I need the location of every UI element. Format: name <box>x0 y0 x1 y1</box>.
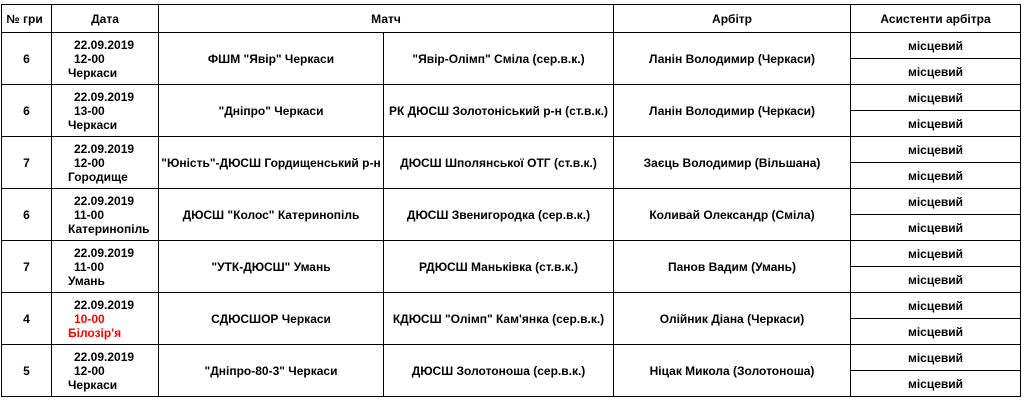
referee-cell: Ніцак Микола (Золотоноша) <box>614 345 851 397</box>
game-no-cell: 7 <box>2 241 52 293</box>
match-place: Умань <box>68 273 105 288</box>
game-no-cell: 5 <box>2 345 52 397</box>
home-team-cell: ДЮСШ "Колос" Катеринопіль <box>159 189 384 241</box>
assistant-2-cell: місцевий <box>851 111 1021 137</box>
match-time: 11-00 <box>74 207 105 222</box>
match-row <box>2 33 1021 59</box>
match-place: Черкаси <box>68 117 118 132</box>
match-row <box>2 85 1021 111</box>
match-row <box>2 241 1021 267</box>
assistant-1-cell: місцевий <box>851 241 1021 267</box>
home-team-cell: ФШМ "Явір" Черкаси <box>159 33 384 85</box>
match-place: Черкаси <box>68 377 118 392</box>
schedule-body <box>2 33 1021 397</box>
date-cell <box>52 189 159 241</box>
match-date: 22.09.2019 <box>74 89 135 104</box>
referee-cell: Панов Вадим (Умань) <box>614 241 851 293</box>
assistant-1-cell: місцевий <box>851 85 1021 111</box>
home-team-cell: "УТК-ДЮСШ" Умань <box>159 241 384 293</box>
game-no-cell: 4 <box>2 293 52 345</box>
home-team-cell: СДЮСШОР Черкаси <box>159 293 384 345</box>
home-team-cell: "Юність"-ДЮСШ Гордищенський р-н <box>159 137 384 189</box>
match-row <box>2 137 1021 163</box>
game-no-cell: 7 <box>2 137 52 189</box>
match-date: 22.09.2019 <box>74 245 135 260</box>
game-no-cell: 6 <box>2 189 52 241</box>
match-date: 22.09.2019 <box>74 349 135 364</box>
header-game-no: № гри <box>2 5 52 33</box>
match-date: 22.09.2019 <box>74 193 135 208</box>
match-place: Білозір'я <box>68 325 122 340</box>
referee-cell: Ланін Володимир (Черкаси) <box>614 33 851 85</box>
header-match: Матч <box>159 5 614 33</box>
date-cell <box>52 293 159 345</box>
away-team-cell: "Явір-Олімп" Сміла (сер.в.к.) <box>384 33 614 85</box>
match-time: 11-00 <box>74 259 105 274</box>
away-team-cell: ДЮСШ Шполянської ОТГ (ст.в.к.) <box>384 137 614 189</box>
referee-cell: Коливай Олександр (Сміла) <box>614 189 851 241</box>
header-date: Дата <box>52 5 159 33</box>
match-time: 12-00 <box>74 363 105 378</box>
assistant-1-cell: місцевий <box>851 293 1021 319</box>
referee-cell: Заєць Володимир (Вільшана) <box>614 137 851 189</box>
game-no-cell: 6 <box>2 33 52 85</box>
assistant-1-cell: місцевий <box>851 137 1021 163</box>
date-cell <box>52 85 159 137</box>
assistant-2-cell: місцевий <box>851 267 1021 293</box>
away-team-cell: РДЮСШ Маньківка (ст.в.к.) <box>384 241 614 293</box>
match-time: 12-00 <box>74 51 105 66</box>
match-place: Черкаси <box>68 65 118 80</box>
referee-cell: Олійник Діана (Черкаси) <box>614 293 851 345</box>
assistant-1-cell: місцевий <box>851 189 1021 215</box>
match-row <box>2 345 1021 371</box>
match-time: 12-00 <box>74 155 105 170</box>
date-cell <box>52 33 159 85</box>
referee-cell: Ланін Володимир (Черкаси) <box>614 85 851 137</box>
date-cell <box>52 137 159 189</box>
match-date: 22.09.2019 <box>74 141 135 156</box>
header-row <box>2 5 1021 33</box>
assistant-1-cell: місцевий <box>851 345 1021 371</box>
match-place: Городище <box>68 169 128 184</box>
home-team-cell: "Дніпро-80-3" Черкаси <box>159 345 384 397</box>
match-date: 22.09.2019 <box>74 297 135 312</box>
date-cell <box>52 345 159 397</box>
schedule-table <box>1 4 1021 397</box>
match-row <box>2 293 1021 319</box>
date-cell <box>52 241 159 293</box>
assistant-2-cell: місцевий <box>851 59 1021 85</box>
header-referee: Арбітр <box>614 5 851 33</box>
game-no-cell: 6 <box>2 85 52 137</box>
away-team-cell: ДЮСШ Звенигородка (сер.в.к.) <box>384 189 614 241</box>
away-team-cell: РК ДЮСШ Золотоніський р-н (ст.в.к.) <box>384 85 614 137</box>
header-assistants: Асистенти арбітра <box>851 5 1021 33</box>
assistant-2-cell: місцевий <box>851 163 1021 189</box>
match-date: 22.09.2019 <box>74 37 135 52</box>
away-team-cell: КДЮСШ "Олімп" Кам'янка (сер.в.к.) <box>384 293 614 345</box>
away-team-cell: ДЮСШ Золотоноша (сер.в.к.) <box>384 345 614 397</box>
home-team-cell: "Дніпро" Черкаси <box>159 85 384 137</box>
assistant-2-cell: місцевий <box>851 371 1021 397</box>
assistant-2-cell: місцевий <box>851 319 1021 345</box>
assistant-1-cell: місцевий <box>851 33 1021 59</box>
assistant-2-cell: місцевий <box>851 215 1021 241</box>
match-time: 10-00 <box>74 311 105 326</box>
match-time: 13-00 <box>74 103 105 118</box>
match-place: Катеринопіль <box>68 221 150 236</box>
match-row <box>2 189 1021 215</box>
